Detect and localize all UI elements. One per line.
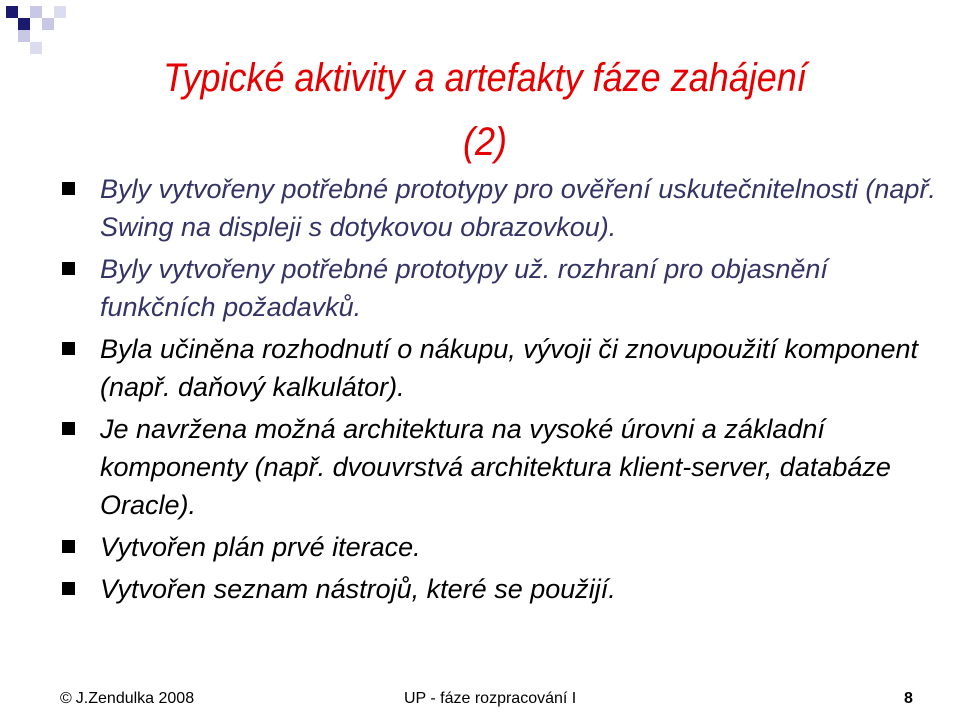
decoration-square: [30, 42, 42, 54]
bullet-list: [56, 170, 936, 612]
decoration-square: [42, 18, 54, 30]
slide-title: [112, 46, 859, 174]
square-bullet-icon: [62, 422, 75, 435]
bullet-item: [56, 410, 936, 524]
bullet-item: [56, 250, 936, 326]
decoration-square: [6, 6, 18, 18]
decoration-square: [18, 18, 30, 30]
bullet-item: [56, 528, 936, 566]
bullet-text: Byla učiněna rozhodnutí o nákupu, vývoji či znovupoužití komponent (např. daňový kalkulátor).: [100, 334, 919, 402]
corner-decoration: [0, 0, 80, 60]
footer-copyright: [60, 690, 194, 708]
square-bullet-icon: [62, 182, 75, 195]
copyright-icon: ©: [60, 690, 72, 707]
square-bullet-icon: [62, 582, 75, 595]
bullet-item: [56, 330, 936, 406]
footer-author: J.Zendulka 2008: [75, 690, 195, 707]
square-bullet-icon: [62, 540, 75, 553]
bullet-text: Vytvořen seznam nástrojů, které se použijí.: [100, 574, 616, 604]
bullet-text: Vytvořen plán prvé iterace.: [100, 532, 421, 562]
bullet-item: [56, 170, 936, 246]
decoration-square: [18, 30, 30, 42]
title-line-2: (2): [462, 120, 507, 164]
page-number: 8: [904, 690, 913, 707]
square-bullet-icon: [62, 262, 75, 275]
decoration-square: [54, 6, 66, 18]
bullet-text: Byly vytvořeny potřebné prototypy už. rozhraní pro objasnění funkčních požadavků.: [100, 254, 828, 322]
bullet-text: Je navržena možná architektura na vysoké úrovni a základní komponenty (např. dvouvrstvá architektura klient-server, databáze Oracle).: [100, 414, 891, 520]
title-line-1: Typické aktivity a artefakty fáze zahájení: [163, 56, 807, 100]
footer-course: UP - fáze rozpracování I: [404, 690, 577, 707]
bullet-item: [56, 570, 936, 608]
square-bullet-icon: [62, 342, 75, 355]
decoration-square: [30, 6, 42, 18]
bullet-text: Byly vytvořeny potřebné prototypy pro ověření uskutečnitelnosti (např. Swing na displeji s dotykovou obrazovkou).: [100, 174, 936, 242]
